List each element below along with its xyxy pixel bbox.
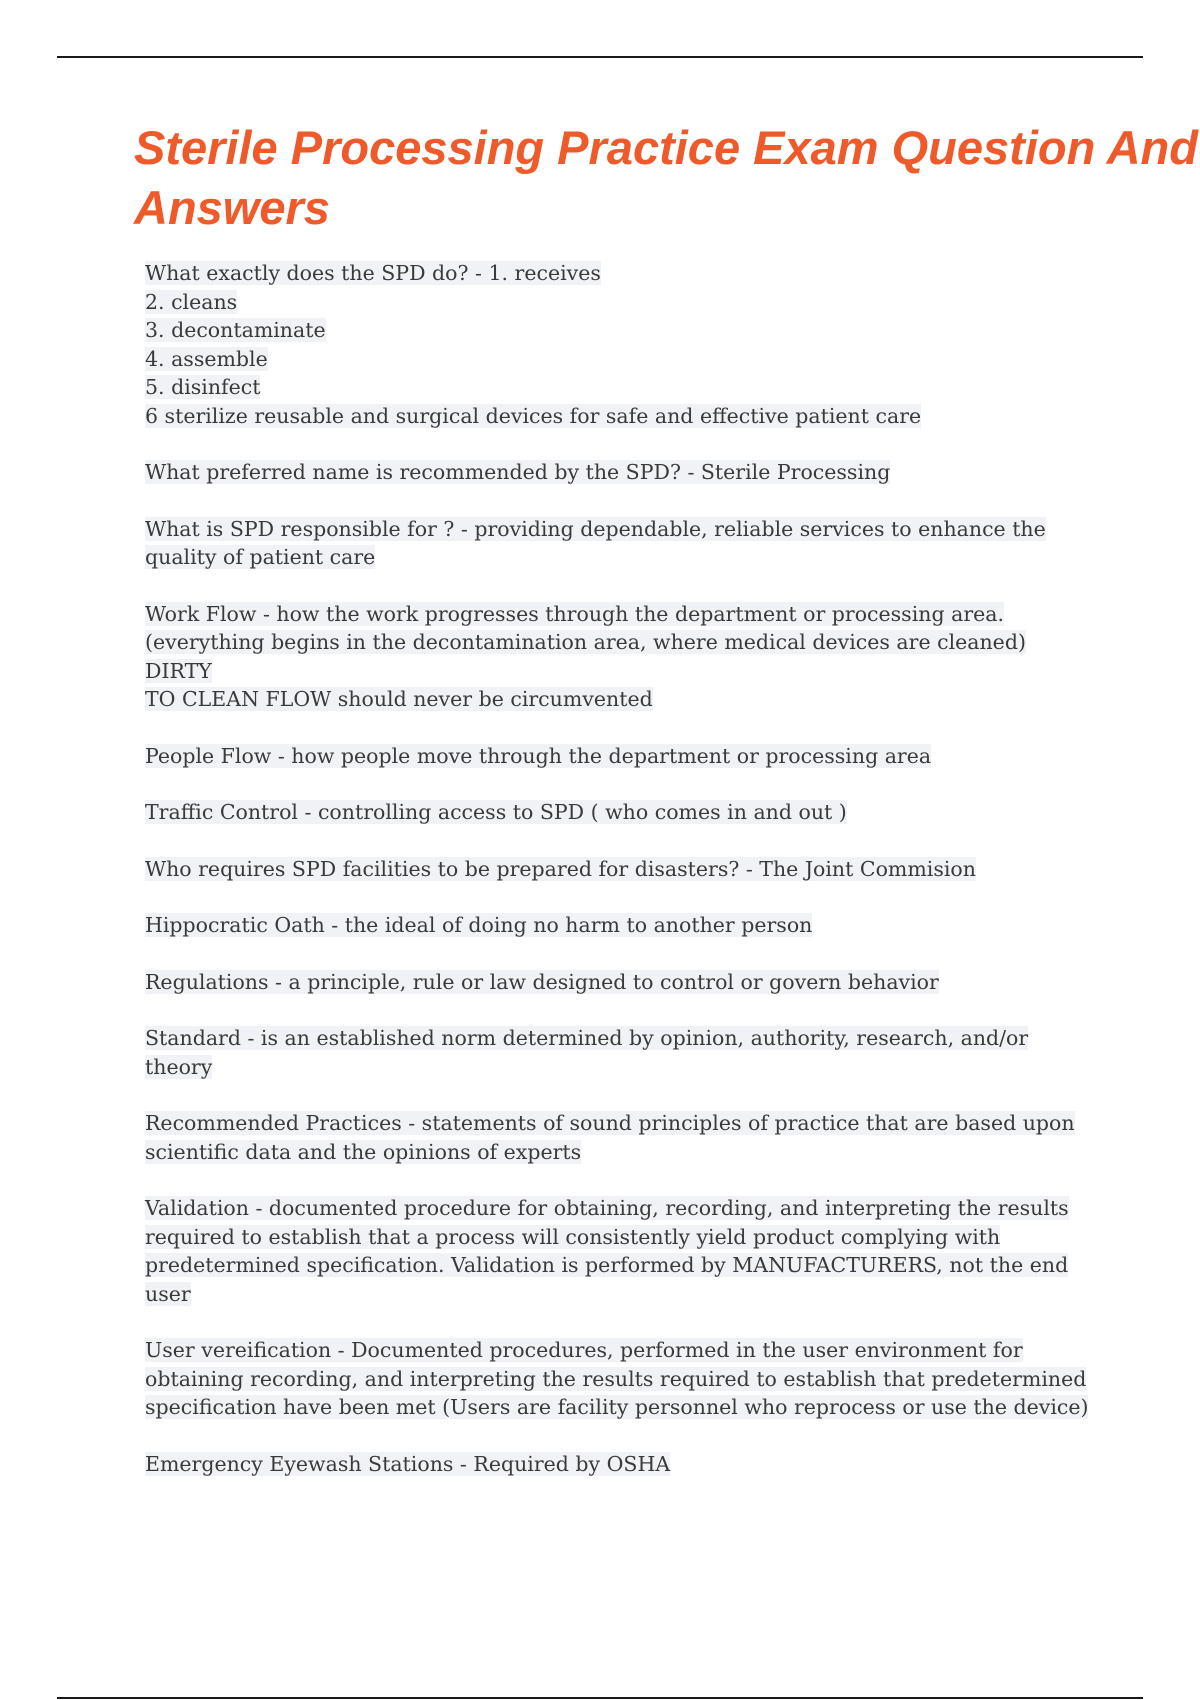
qa-entry-line: 5. disinfect <box>145 375 261 399</box>
qa-entry-line: 3. decontaminate <box>145 318 326 342</box>
qa-entry-line: 2. cleans <box>145 289 238 314</box>
qa-entry-line: 6 sterilize reusable and surgical devices for safe and effective patient care <box>145 403 922 428</box>
qa-entry <box>145 855 1095 884</box>
qa-entry <box>145 911 1095 940</box>
qa-entry <box>145 798 1095 827</box>
qa-entry-line: What is SPD responsible for ? - providing dependable, reliable services to enhance the <box>145 516 1046 541</box>
qa-entry-line: TO CLEAN FLOW should never be circumvented <box>145 687 653 711</box>
title-line-1: Sterile Processing Practice Exam Question And <box>134 121 1198 174</box>
qa-entry <box>145 458 1095 487</box>
qa-list <box>145 259 1095 1506</box>
qa-entry-line: Traffic Control - controlling access to SPD ( who comes in and out ) <box>145 800 847 824</box>
qa-entry-line: What exactly does the SPD do? - 1. receives <box>145 261 601 285</box>
qa-entry-line: Hippocratic Oath - the ideal of doing no harm to another person <box>145 913 813 937</box>
qa-entry <box>145 968 1095 997</box>
qa-entry-line: Regulations - a principle, rule or law designed to control or govern behavior <box>145 969 939 994</box>
qa-entry <box>145 259 1095 430</box>
qa-entry-line: user <box>145 1281 191 1306</box>
title-line-2: Answers <box>134 181 330 234</box>
qa-entry-line: What preferred name is recommended by the SPD? - Sterile Processing <box>145 460 891 484</box>
qa-entry-line: specification have been met (Users are facility personnel who reprocess or use the device) <box>145 1395 1089 1419</box>
qa-entry-line: 4. assemble <box>145 346 268 371</box>
qa-entry-line: Validation - documented procedure for obtaining, recording, and interpreting the results <box>145 1196 1069 1220</box>
qa-entry-line: People Flow - how people move through the department or processing area <box>145 743 932 768</box>
qa-entry <box>145 1194 1095 1308</box>
qa-entry-line: scientific data and the opinions of experts <box>145 1139 582 1164</box>
qa-entry <box>145 600 1095 714</box>
qa-entry-line: Work Flow - how the work progresses through the department or processing area. <box>145 601 1004 626</box>
qa-entry-line: required to establish that a process will consistently yield product complying with <box>145 1224 1001 1249</box>
qa-entry <box>145 742 1095 771</box>
bottom-rule <box>57 1697 1143 1699</box>
qa-entry <box>145 1024 1095 1081</box>
qa-entry <box>145 1450 1095 1479</box>
qa-entry-line: (everything begins in the decontamination area, where medical devices are cleaned) DIRTY <box>145 630 1026 683</box>
document-title <box>134 118 1200 238</box>
top-rule <box>57 56 1143 58</box>
qa-entry-line: Emergency Eyewash Stations - Required by OSHA <box>145 1451 671 1476</box>
qa-entry-line: User vereification - Documented procedures, performed in the user environment for <box>145 1338 1023 1362</box>
qa-entry <box>145 1109 1095 1166</box>
qa-entry <box>145 515 1095 572</box>
qa-entry <box>145 1336 1095 1422</box>
qa-entry-line: quality of patient care <box>145 545 376 569</box>
qa-entry-line: predetermined specification. Validation is performed by MANUFACTURERS, not the end <box>145 1253 1069 1277</box>
qa-entry-line: Standard - is an established norm determined by opinion, authority, research, and/or <box>145 1026 1029 1050</box>
qa-entry-line: obtaining recording, and interpreting the results required to establish that predetermined <box>145 1366 1087 1391</box>
qa-entry-line: Recommended Practices - statements of sound principles of practice that are based upon <box>145 1111 1075 1135</box>
qa-entry-line: Who requires SPD facilities to be prepared for disasters? - The Joint Commision <box>145 856 976 881</box>
qa-entry-line: theory <box>145 1054 213 1079</box>
